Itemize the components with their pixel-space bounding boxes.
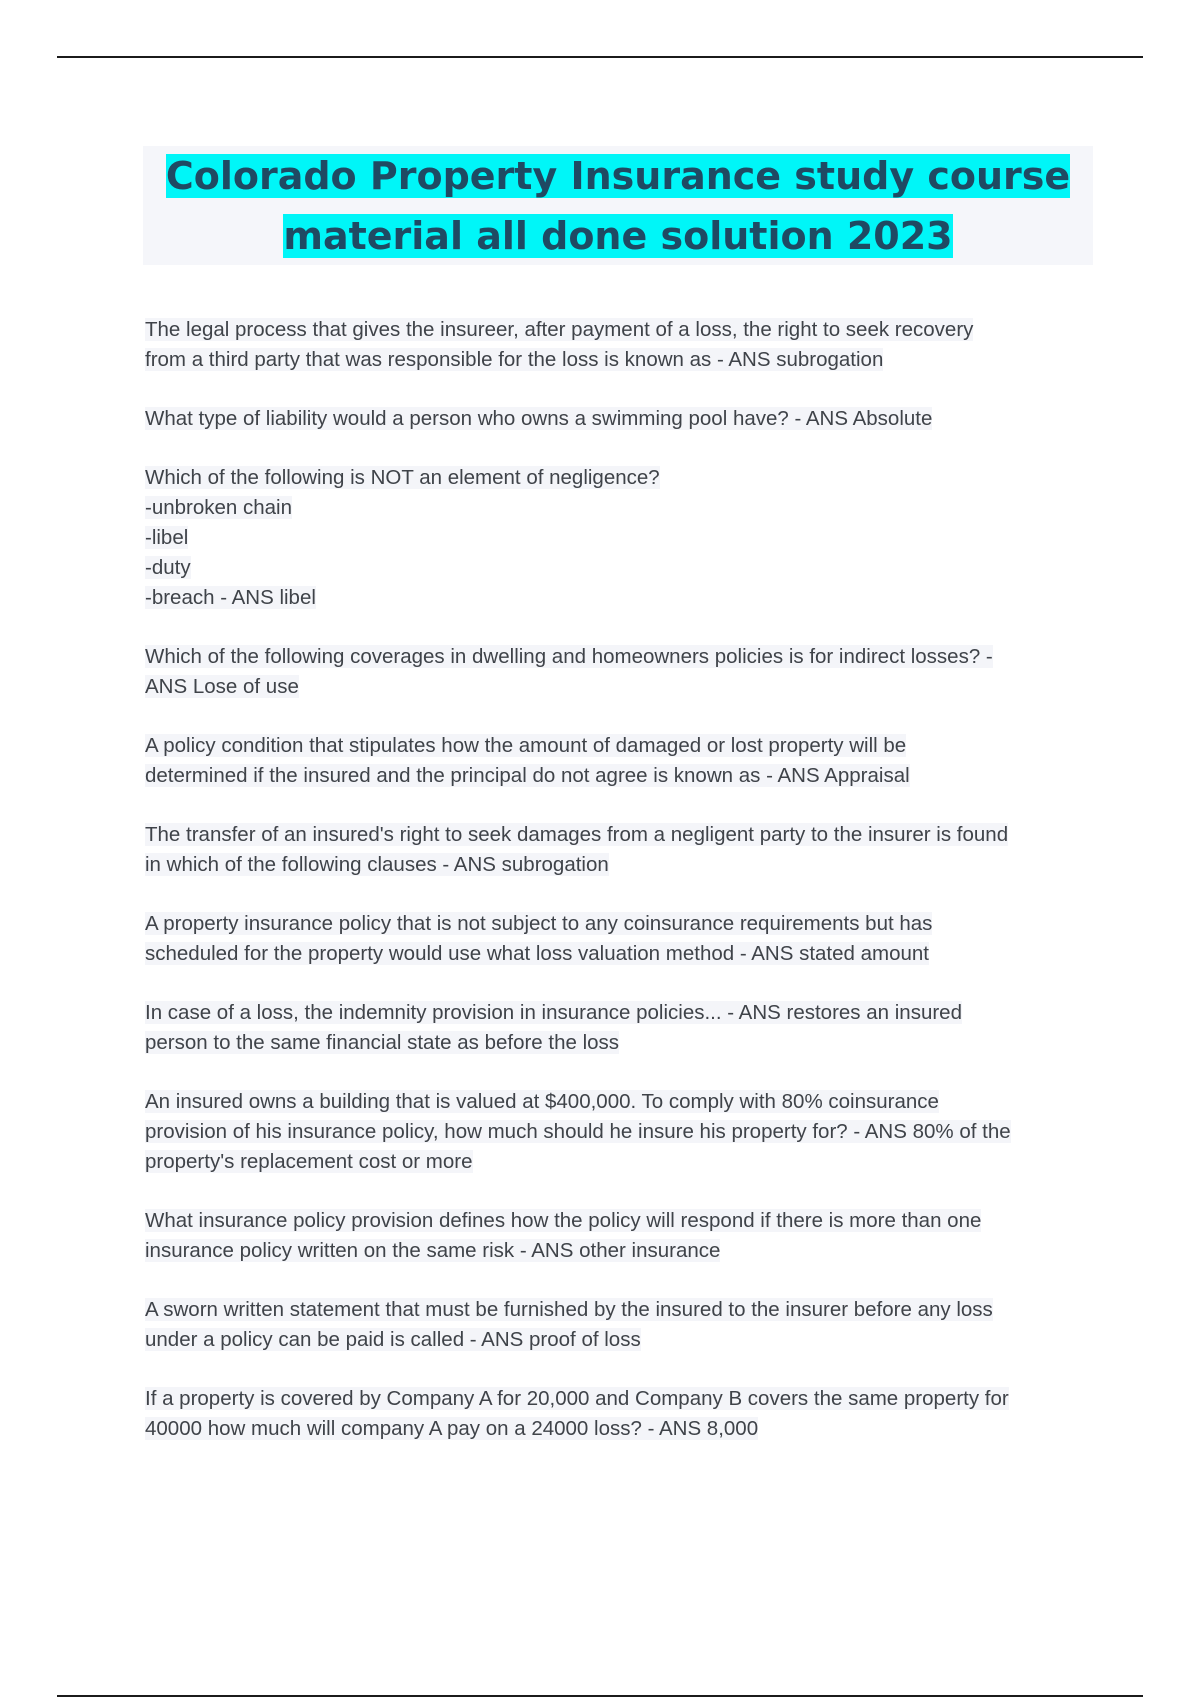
qa-line: determined if the insured and the principal do not agree is known as - ANS Appraisal <box>145 764 910 787</box>
qa-line: In case of a loss, the indemnity provision in insurance policies... - ANS restores an insured <box>145 1001 962 1024</box>
qa-item <box>145 1206 1095 1266</box>
qa-item <box>145 315 1095 375</box>
qa-line: property's replacement cost or more <box>145 1150 473 1173</box>
qa-line: in which of the following clauses - ANS subrogation <box>145 853 609 876</box>
qa-item <box>145 731 1095 791</box>
qa-line: A policy condition that stipulates how the amount of damaged or lost property will be <box>145 734 907 757</box>
qa-line: from a third party that was responsible for the loss is known as - ANS subrogation <box>145 348 884 371</box>
qa-item <box>145 1087 1095 1177</box>
qa-line: -breach - ANS libel <box>145 586 316 609</box>
qa-line: ANS Lose of use <box>145 675 299 698</box>
bottom-rule <box>57 1695 1143 1697</box>
title-line-2: material all done solution 2023 <box>283 214 953 258</box>
qa-line: 40000 how much will company A pay on a 24000 loss? - ANS 8,000 <box>145 1417 759 1440</box>
qa-line: -unbroken chain <box>145 496 293 519</box>
qa-item <box>145 1384 1095 1444</box>
qa-item <box>145 998 1095 1058</box>
qa-line: -duty <box>145 556 191 579</box>
qa-line: provision of his insurance policy, how much should he insure his property for? - ANS 80% of the <box>145 1120 1011 1143</box>
top-rule <box>57 56 1143 58</box>
qa-line: Which of the following is NOT an element of negligence? <box>145 466 660 489</box>
title-line-1: Colorado Property Insurance study course <box>165 154 1071 198</box>
qa-item <box>145 820 1095 880</box>
qa-line: If a property is covered by Company A for 20,000 and Company B covers the same property for <box>145 1387 1009 1410</box>
qa-list <box>145 315 1095 1473</box>
qa-item <box>145 1295 1095 1355</box>
qa-item <box>145 642 1095 702</box>
title-block <box>143 146 1093 265</box>
qa-line: A sworn written statement that must be furnished by the insured to the insurer before any loss <box>145 1298 993 1321</box>
qa-line: -libel <box>145 526 189 549</box>
qa-line: person to the same financial state as before the loss <box>145 1031 620 1054</box>
qa-item <box>145 404 1095 434</box>
qa-line: The transfer of an insured's right to seek damages from a negligent party to the insurer is found <box>145 823 1009 846</box>
qa-line: The legal process that gives the insureer, after payment of a loss, the right to seek recovery <box>145 318 974 341</box>
qa-line: An insured owns a building that is valued at $400,000. To comply with 80% coinsurance <box>145 1090 939 1113</box>
qa-item <box>145 909 1095 969</box>
qa-line: under a policy can be paid is called - ANS proof of loss <box>145 1328 641 1351</box>
qa-item <box>145 463 1095 613</box>
qa-line: scheduled for the property would use what loss valuation method - ANS stated amount <box>145 942 930 965</box>
qa-line: insurance policy written on the same risk - ANS other insurance <box>145 1239 721 1262</box>
qa-line: What type of liability would a person who owns a swimming pool have? - ANS Absolute <box>145 407 933 430</box>
page-title <box>143 146 1093 266</box>
qa-line: What insurance policy provision defines how the policy will respond if there is more than one <box>145 1209 982 1232</box>
qa-line: A property insurance policy that is not subject to any coinsurance requirements but has <box>145 912 933 935</box>
qa-line: Which of the following coverages in dwelling and homeowners policies is for indirect losses? - <box>145 645 993 668</box>
